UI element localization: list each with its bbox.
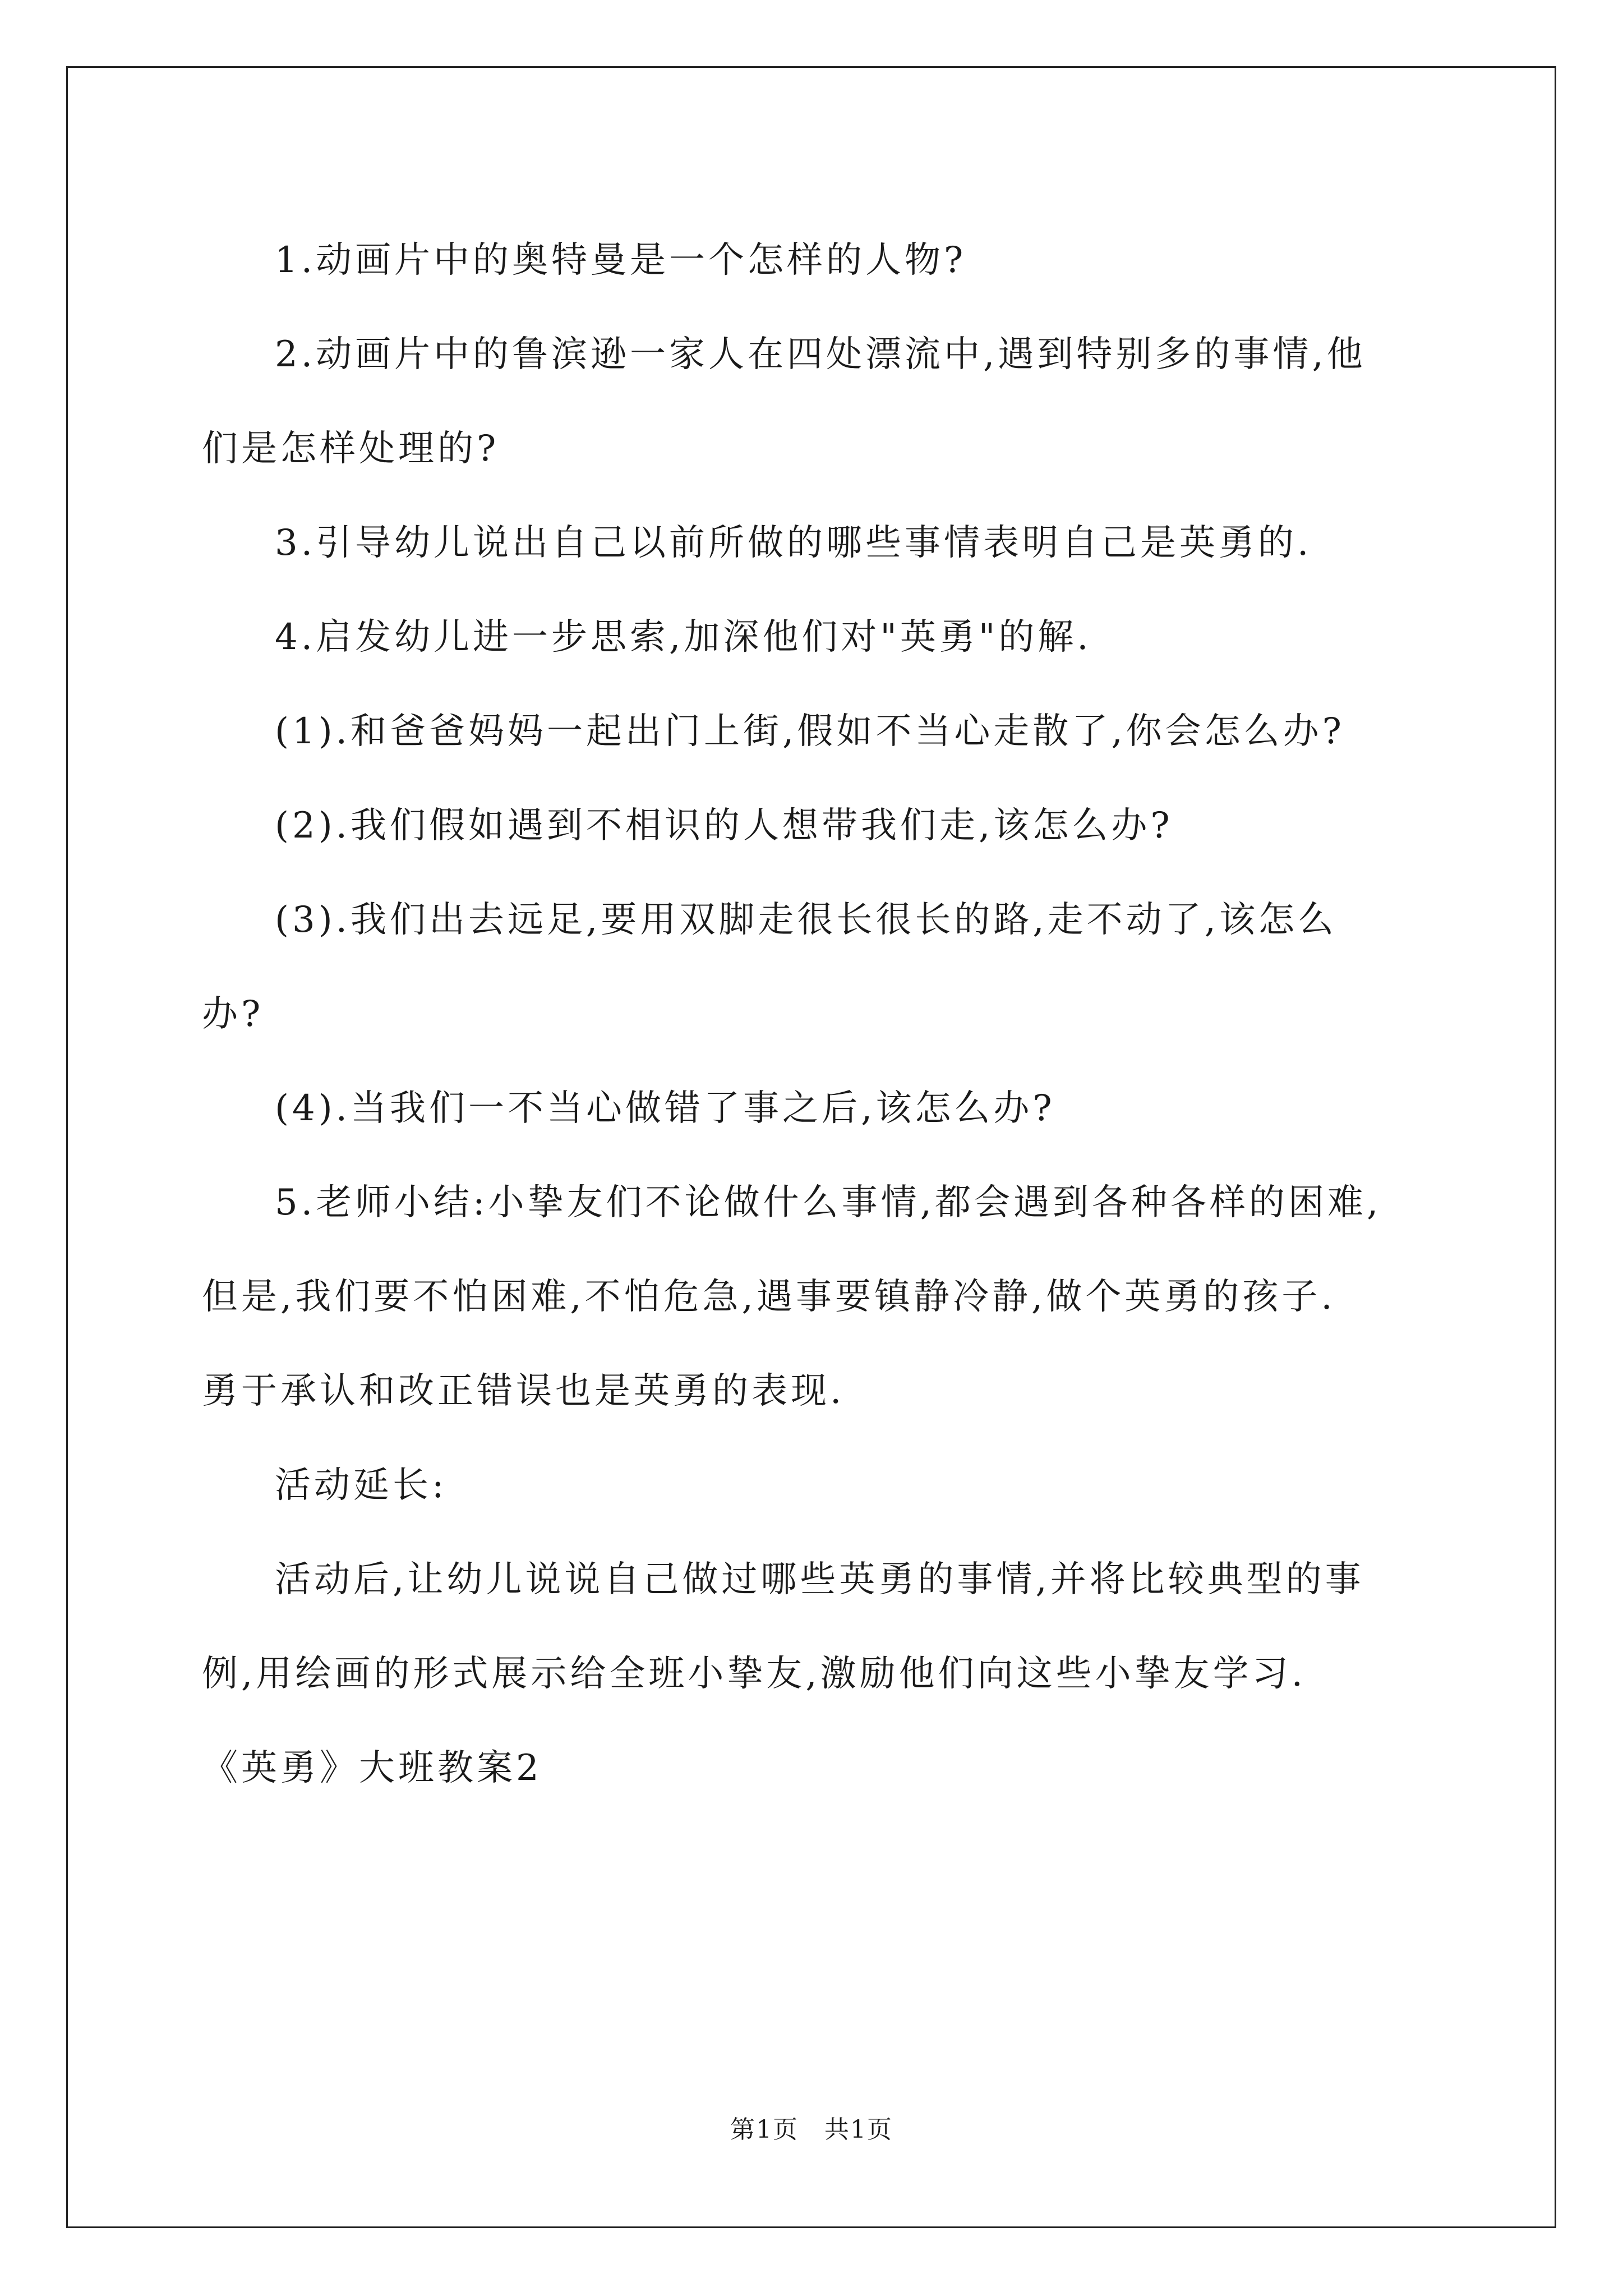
paragraph: 1.动画片中的奥特曼是一个怎样的人物? [275,240,967,281]
paragraph: 活动后,让幼儿说说自己做过哪些英勇的事情,并将比较典型的事 [275,1559,1364,1600]
paragraph: 2.动画片中的鲁滨逊一家人在四处漂流中,遇到特别多的事情,他 [275,334,1366,375]
paragraph: 例,用绘画的形式展示给全班小挚友,激励他们向这些小挚友学习. [202,1653,1307,1695]
paragraph: 们是怎样处理的? [202,428,500,470]
paragraph: 但是,我们要不怕困难,不怕危急,遇事要镇静冷静,做个英勇的孩子. [202,1276,1336,1318]
section-heading: 《英勇》大班教案2 [202,1747,542,1789]
paragraph: 4.启发幼儿进一步思索,加深他们对"英勇"的解. [275,616,1092,658]
paragraph: (4).当我们一不当心做错了事之后,该怎么办? [275,1088,1055,1129]
paragraph: (3).我们出去远足,要用双脚走很长很长的路,走不动了,该怎么 [275,899,1338,941]
page-footer [0,2109,1623,2145]
paragraph: 办? [202,993,264,1035]
paragraph: 5.老师小结:小挚友们不论做什么事情,都会遇到各种各样的困难, [275,1182,1382,1223]
paragraph: 勇于承认和改正错误也是英勇的表现. [202,1370,845,1412]
paragraph: (1).和爸爸妈妈一起出门上街,假如不当心走散了,你会怎么办? [275,711,1345,752]
page-number: 第1页 共1页 [730,2115,893,2144]
document-body [202,213,1436,1815]
paragraph: 3.引导幼儿说出自己以前所做的哪些事情表明自己是英勇的. [275,522,1312,564]
paragraph: (2).我们假如遇到不相识的人想带我们走,该怎么办? [275,805,1173,846]
paragraph: 活动延长: [275,1465,448,1506]
